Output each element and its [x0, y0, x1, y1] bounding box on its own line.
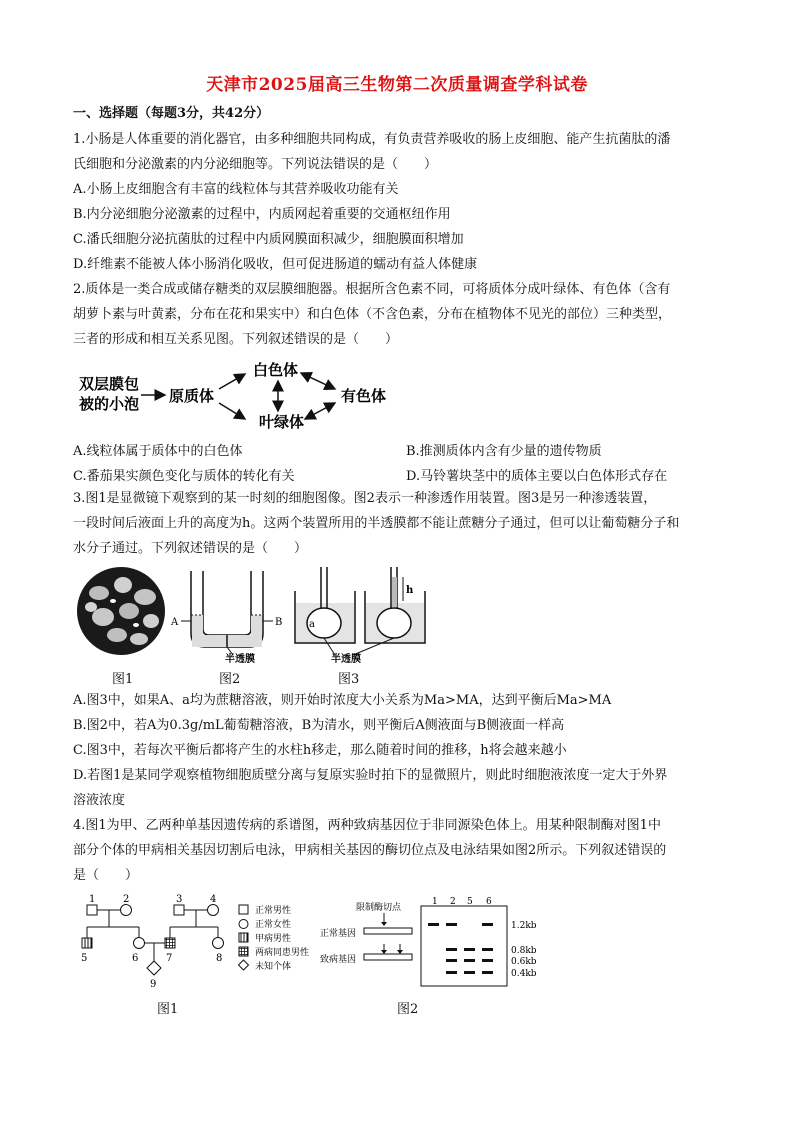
q2-stem-line2: 胡萝卜素与叶黄素，分布在花和果实中）和白色体（不含色素，分布在植物体不见光的部位）三种类型， [73, 307, 672, 322]
diagram-leucoplast: 白色体 [253, 361, 299, 379]
legend-unknown: 未知个体 [255, 962, 292, 972]
ped-individual-2 [121, 905, 132, 916]
ped-individual-5 [82, 938, 92, 948]
q2-option-c: C.番茄果实颜色变化与质体的转化有关 [73, 469, 295, 484]
q2-option-a: A.线粒体属于质体中的白色体 [73, 444, 243, 459]
section-heading: 一、选择题（每题3分，共42分） [73, 106, 270, 121]
q3-stem-line2: 一段时间后液面上升的高度为h。这两个装置所用的半透膜都不能让蔗糖分子通过，但可以让葡萄糖分子和 [73, 516, 680, 531]
ped-num-4: 4 [210, 894, 217, 905]
q3-figures [73, 563, 433, 663]
q3-option-d-line1: D.若图1是某同学观察植物细胞质壁分离与复原实验时拍下的显微照片，则此时细胞液浓度一定大于外界 [73, 768, 668, 783]
fig2-label-a: A [171, 617, 179, 628]
q1-stem-line2: 氏细胞和分泌激素的内分泌细胞等。下列说法错误的是（ ） [73, 157, 438, 172]
gel-lane-6: 6 [486, 897, 492, 907]
q3-option-d-line2: 溶液浓度 [73, 793, 126, 808]
ped-num-5: 5 [81, 953, 88, 964]
legend-normal-male: 正常男性 [255, 906, 292, 916]
q1-option-a: A.小肠上皮细胞含有丰富的线粒体与其营养吸收功能有关 [73, 182, 399, 197]
q1-option-b: B.内分泌细胞分泌激素的过程中，内质网起着重要的交通枢纽作用 [73, 207, 451, 222]
q3-stem-line3: 水分子通过。下列叙述错误的是（ ） [73, 541, 308, 556]
gel-lane-5: 5 [467, 897, 473, 907]
q4-stem-line3: 是（ ） [73, 868, 139, 883]
gel-normal-gene-label: 正常基因 [320, 929, 357, 939]
ped-individual-6 [134, 938, 145, 949]
ped-num-9: 9 [150, 979, 157, 990]
pedigree-chart [75, 893, 315, 993]
gel-size-0-4kb: 0.4kb [511, 969, 537, 979]
gel-size-1-2kb: 1.2kb [511, 921, 537, 931]
gel-lane-1: 1 [432, 897, 438, 907]
q1-option-d: D.纤维素不能被人体小肠消化吸收，但可促进肠道的蠕动有益人体健康 [73, 257, 478, 272]
q3-fig3-caption: 图3 [338, 672, 360, 687]
ped-individual-7 [165, 938, 175, 948]
fig3-label-a: a [309, 619, 315, 630]
gel-lane-2: 2 [450, 897, 456, 907]
ped-num-8: 8 [216, 953, 223, 964]
q4-fig2-caption: 图2 [397, 1002, 419, 1017]
q1-option-c: C.潘氏细胞分泌抗菌肽的过程中内质网膜面积减少，细胞膜面积增加 [73, 232, 464, 247]
ped-individual-3 [174, 905, 184, 915]
diagram-source-label-1: 双层膜包 [79, 375, 140, 393]
diagram-chloroplast: 叶绿体 [259, 413, 305, 431]
diagram-proplastid: 原质体 [169, 387, 215, 405]
legend-disease-a-male: 甲病男性 [255, 934, 292, 944]
ped-num-3: 3 [176, 894, 183, 905]
ped-individual-1 [87, 905, 97, 915]
u-tube-apparatus [181, 571, 273, 655]
q3-option-c: C.图3中，若每次平衡后都将产生的水柱h移走，那么随着时间的推移，h将会越来越小 [73, 743, 567, 758]
ped-individual-8 [213, 938, 224, 949]
gel-enzyme-site-label: 限制酶切点 [356, 903, 402, 913]
q4-stem-line1: 4.图1为甲、乙两种单基因遗传病的系谱图，两种致病基因位于非同源染色体上。用某种限制酶对图1中 [73, 818, 661, 833]
gel-electrophoresis-figure [318, 896, 548, 988]
ped-individual-9 [147, 961, 161, 975]
q2-stem-line1: 2.质体是一类合成或储存糖类的双层膜细胞器。根据所含色素不同，可将质体分成叶绿体、有色体（含有 [73, 282, 671, 297]
q3-option-a: A.图3中，如果A、a均为蔗糖溶液，则开始时浓度大小关系为Ma>MA，达到平衡后Ma>MA [73, 693, 612, 708]
beaker-apparatus [295, 567, 425, 655]
fig3-membrane-label: 半透膜 [331, 654, 361, 663]
q3-stem-line1: 3.图1是显微镜下观察到的某一时刻的细胞图像。图2表示一种渗透作用装置。图3是另一种渗透装置， [73, 491, 657, 506]
q3-fig1-caption: 图1 [112, 672, 134, 687]
q4-fig1-caption: 图1 [157, 1002, 179, 1017]
legend-normal-female: 正常女性 [255, 920, 292, 930]
diagram-source-label-2: 被的小泡 [79, 395, 140, 413]
q3-option-b: B.图2中，若A为0.3g/mL葡萄糖溶液，B为清水，则平衡后A侧液面与B侧液面一样高 [73, 718, 565, 733]
fig2-membrane-label: 半透膜 [225, 654, 255, 663]
q2-option-d: D.马铃薯块茎中的质体主要以白色体形式存在 [406, 469, 668, 484]
q2-stem-line3: 三者的形成和相互关系见图。下列叙述错误的是（ ） [73, 332, 399, 347]
gel-size-0-8kb: 0.8kb [511, 946, 537, 956]
fig3-label-h: h [406, 585, 414, 596]
q3-fig2-caption: 图2 [219, 672, 241, 687]
ped-num-1: 1 [89, 894, 96, 905]
fig2-label-b: B [275, 617, 283, 628]
gel-size-0-6kb: 0.6kb [511, 957, 537, 967]
q4-stem-line2: 部分个体的甲病相关基因切割后电泳，甲病相关基因的酶切位点及电泳结果如图2所示。下列叙述错误的 [73, 843, 667, 858]
micrograph-image [77, 567, 165, 655]
ped-num-7: 7 [166, 953, 173, 964]
ped-num-6: 6 [132, 953, 139, 964]
ped-individual-4 [208, 905, 219, 916]
plastid-diagram [73, 357, 403, 437]
ped-num-2: 2 [123, 894, 130, 905]
q2-option-b: B.推测质体内含有少量的遗传物质 [406, 444, 602, 459]
q1-stem-line1: 1.小肠是人体重要的消化器官，由多种细胞共同构成，有负责营养吸收的肠上皮细胞、能产生抗菌肽的潘 [73, 132, 671, 147]
diagram-chromoplast: 有色体 [341, 387, 387, 405]
exam-title: 天津市2025届高三生物第二次质量调查学科试卷 [206, 75, 588, 95]
gel-disease-gene-label: 致病基因 [320, 955, 357, 965]
legend-both-diseases-male: 两病同患男性 [255, 948, 310, 958]
